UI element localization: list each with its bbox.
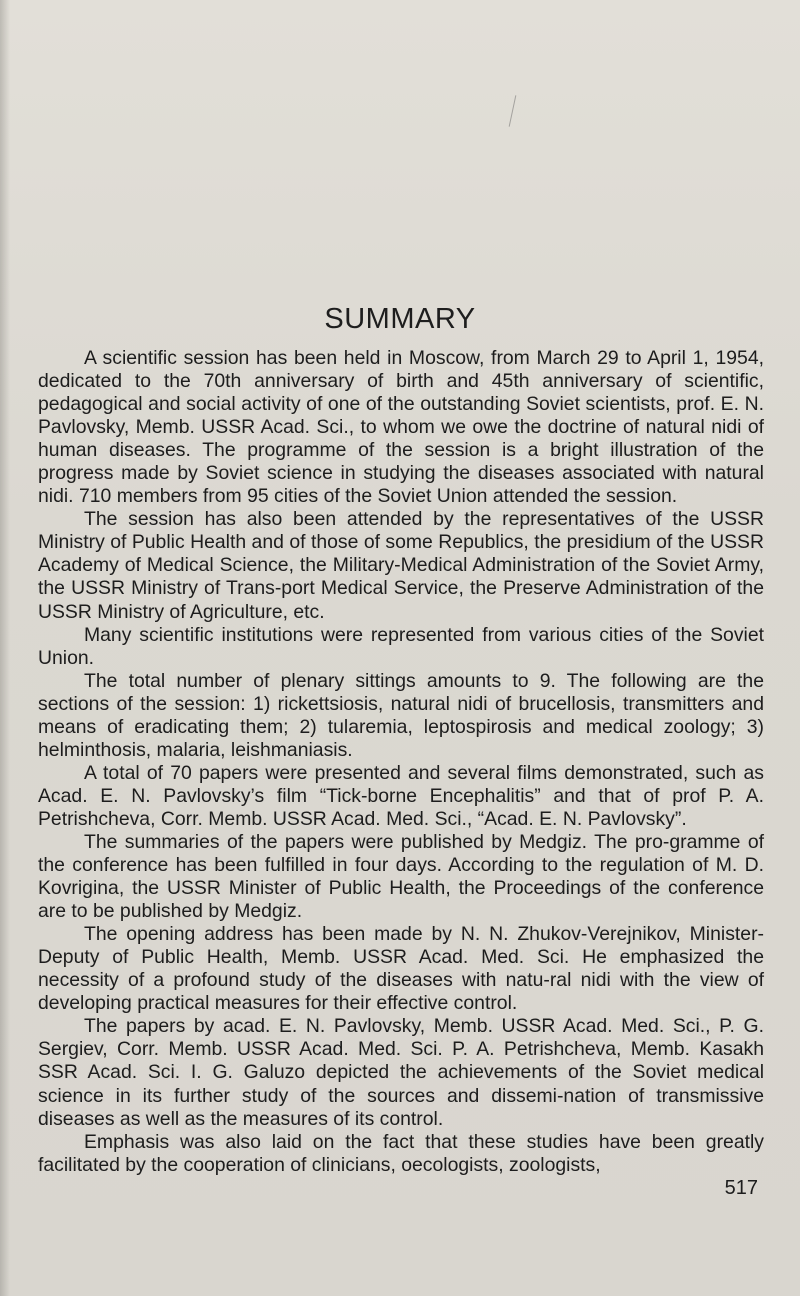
paragraph: The summaries of the papers were published by Medgiz. The pro-gramme of the conference has been fulfilled in four days. According to the regulation of M. D. Kovrigina, the USSR Minister of Public Health, the Proceedings of the conference are to be published by Medgiz.: [38, 830, 764, 923]
paragraph: A scientific session has been held in Moscow, from March 29 to April 1, 1954, dedicated to the 70th anniversary of birth and 45th anniversary of scientific, pedagogical and social activity of one of the outstanding Soviet scientists, prof. E. N. Pavlovsky, Memb. USSR Acad. Sci., to whom we owe the doctrine of natural nidi of human diseases. The programme of the session is a bright illustration of the progress made by Soviet science in studying the diseases associated with natural nidi. 710 members from 95 cities of the Soviet Union attended the session.: [38, 347, 764, 508]
paragraph: The papers by acad. E. N. Pavlovsky, Memb. USSR Acad. Med. Sci., P. G. Sergiev, Corr. Memb. USSR Acad. Med. Sci. P. A. Petrishcheva, Memb. Kasakh SSR Acad. Sci. I. G. Galuzo depicted the achievements of the Soviet medical science in its further study of the sources and dissemi-nation of transmissive diseases as well as the measures of its control.: [38, 1015, 764, 1130]
paragraph: The total number of plenary sittings amounts to 9. The following are the sections of the session: 1) rickettsiosis, natural nidi of brucellosis, transmitters and means of eradicating them; 2) tularemia, leptospirosis and medical zoology; 3) helminthosis, malaria, leishmaniasis.: [38, 669, 764, 761]
page-title: SUMMARY: [324, 303, 476, 335]
paragraph: The opening address has been made by N. N. Zhukov-Verejnikov, Minister-Deputy of Public Health, Memb. USSR Acad. Med. Sci. He emphasized the necessity of a profound study of the diseases with natu-ral nidi with the view of developing practical measures for their effective control.: [38, 923, 764, 1015]
paragraph: Emphasis was also laid on the fact that these studies have been greatly facilitated by the cooperation of clinicians, oecologists, zoologists,: [38, 1130, 764, 1176]
paragraph: Many scientific institutions were represented from various cities of the Soviet Union.: [38, 623, 764, 669]
summary-body: [38, 347, 764, 1177]
paragraph: A total of 70 papers were presented and several films demonstrated, such as Acad. E. N. Pavlovsky’s film “Tick-borne Encephalitis” and that of prof P. A. Petrishcheva, Corr. Memb. USSR Acad. Med. Sci., “Acad. E. N. Pavlovsky”.: [38, 761, 764, 830]
page-number: 517: [724, 1177, 758, 1199]
pencil-mark: [509, 95, 517, 127]
page-edge-shadow: [0, 0, 10, 1296]
paragraph: The session has also been attended by the representatives of the USSR Ministry of Public Health and of those of some Republics, the presidium of the USSR Academy of Medical Science, the Military-Medical Administration of the Soviet Army, the USSR Ministry of Trans-port Medical Service, the Preserve Administration of the USSR Ministry of Agriculture, etc.: [38, 508, 764, 623]
